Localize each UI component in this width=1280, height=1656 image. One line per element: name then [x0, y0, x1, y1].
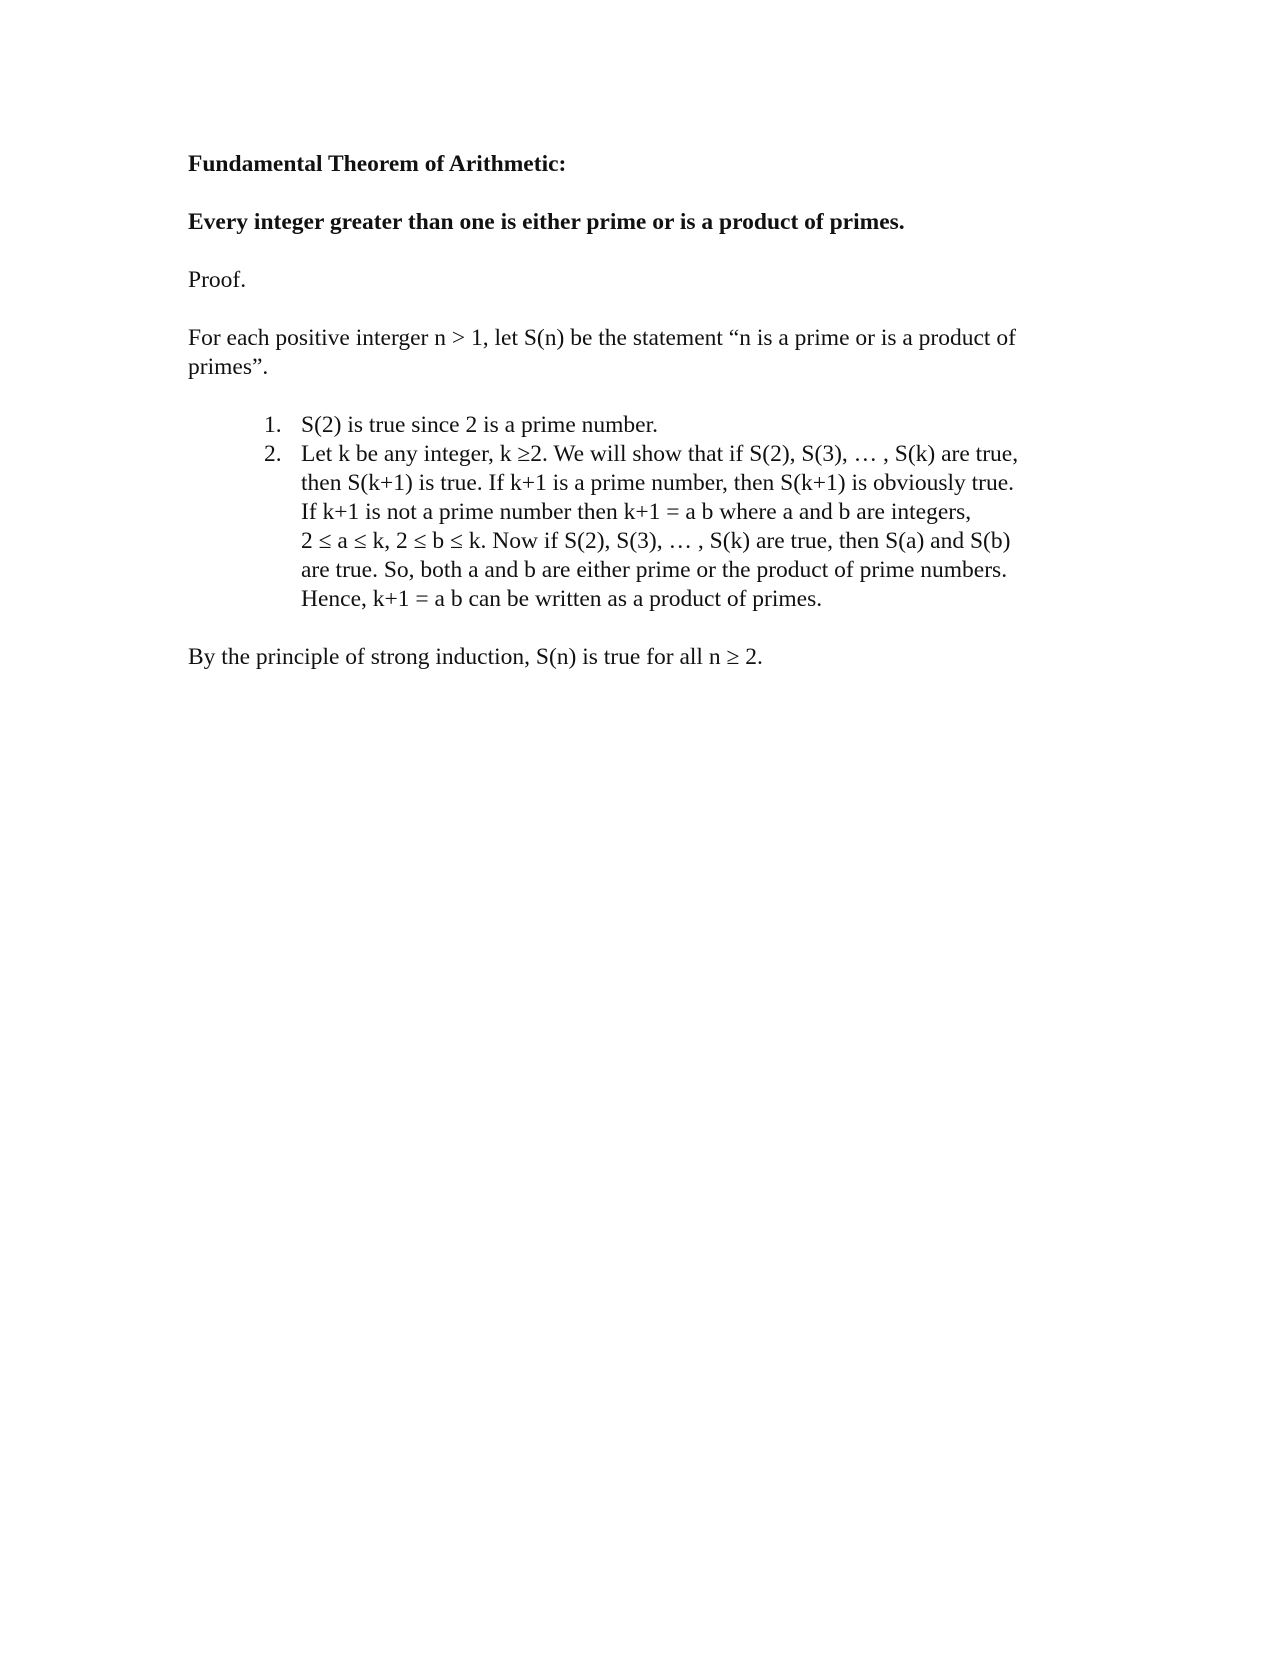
step-number: 2.	[264, 441, 282, 467]
intro-paragraph	[188, 324, 1098, 382]
step-number: 1.	[264, 412, 282, 438]
step-2-line-3: If k+1 is not a prime number then k+1 = a b where a and b are integers,	[301, 499, 972, 525]
proof-steps	[188, 411, 1098, 614]
step-2-line-1: Let k be any integer, k ≥2. We will show that if S(2), S(3), … , S(k) are true,	[301, 441, 1019, 467]
theorem-statement: Every integer greater than one is either prime or is a product of primes.	[188, 209, 905, 235]
intro-line-1: For each positive interger n > 1, let S(n) be the statement “n is a prime or is a product of	[188, 325, 1016, 351]
proof-step-1	[264, 411, 1098, 440]
step-2-line-2: then S(k+1) is true. If k+1 is a prime number, then S(k+1) is obviously true.	[301, 470, 1015, 496]
step-2-line-4: 2 ≤ a ≤ k, 2 ≤ b ≤ k. Now if S(2), S(3), … , S(k) are true, then S(a) and S(b)	[301, 528, 1011, 554]
step-1-line-1: S(2) is true since 2 is a prime number.	[301, 412, 658, 438]
document-page	[188, 150, 1098, 701]
proof-label: Proof.	[188, 267, 247, 293]
intro-line-2: primes”.	[188, 354, 269, 380]
proof-step-2	[264, 440, 1098, 614]
conclusion: By the principle of strong induction, S(n) is true for all n ≥ 2.	[188, 644, 763, 670]
step-2-line-6: Hence, k+1 = a b can be written as a product of primes.	[301, 586, 823, 612]
heading: Fundamental Theorem of Arithmetic:	[188, 151, 567, 177]
step-2-line-5: are true. So, both a and b are either prime or the product of prime numbers.	[301, 557, 1008, 583]
